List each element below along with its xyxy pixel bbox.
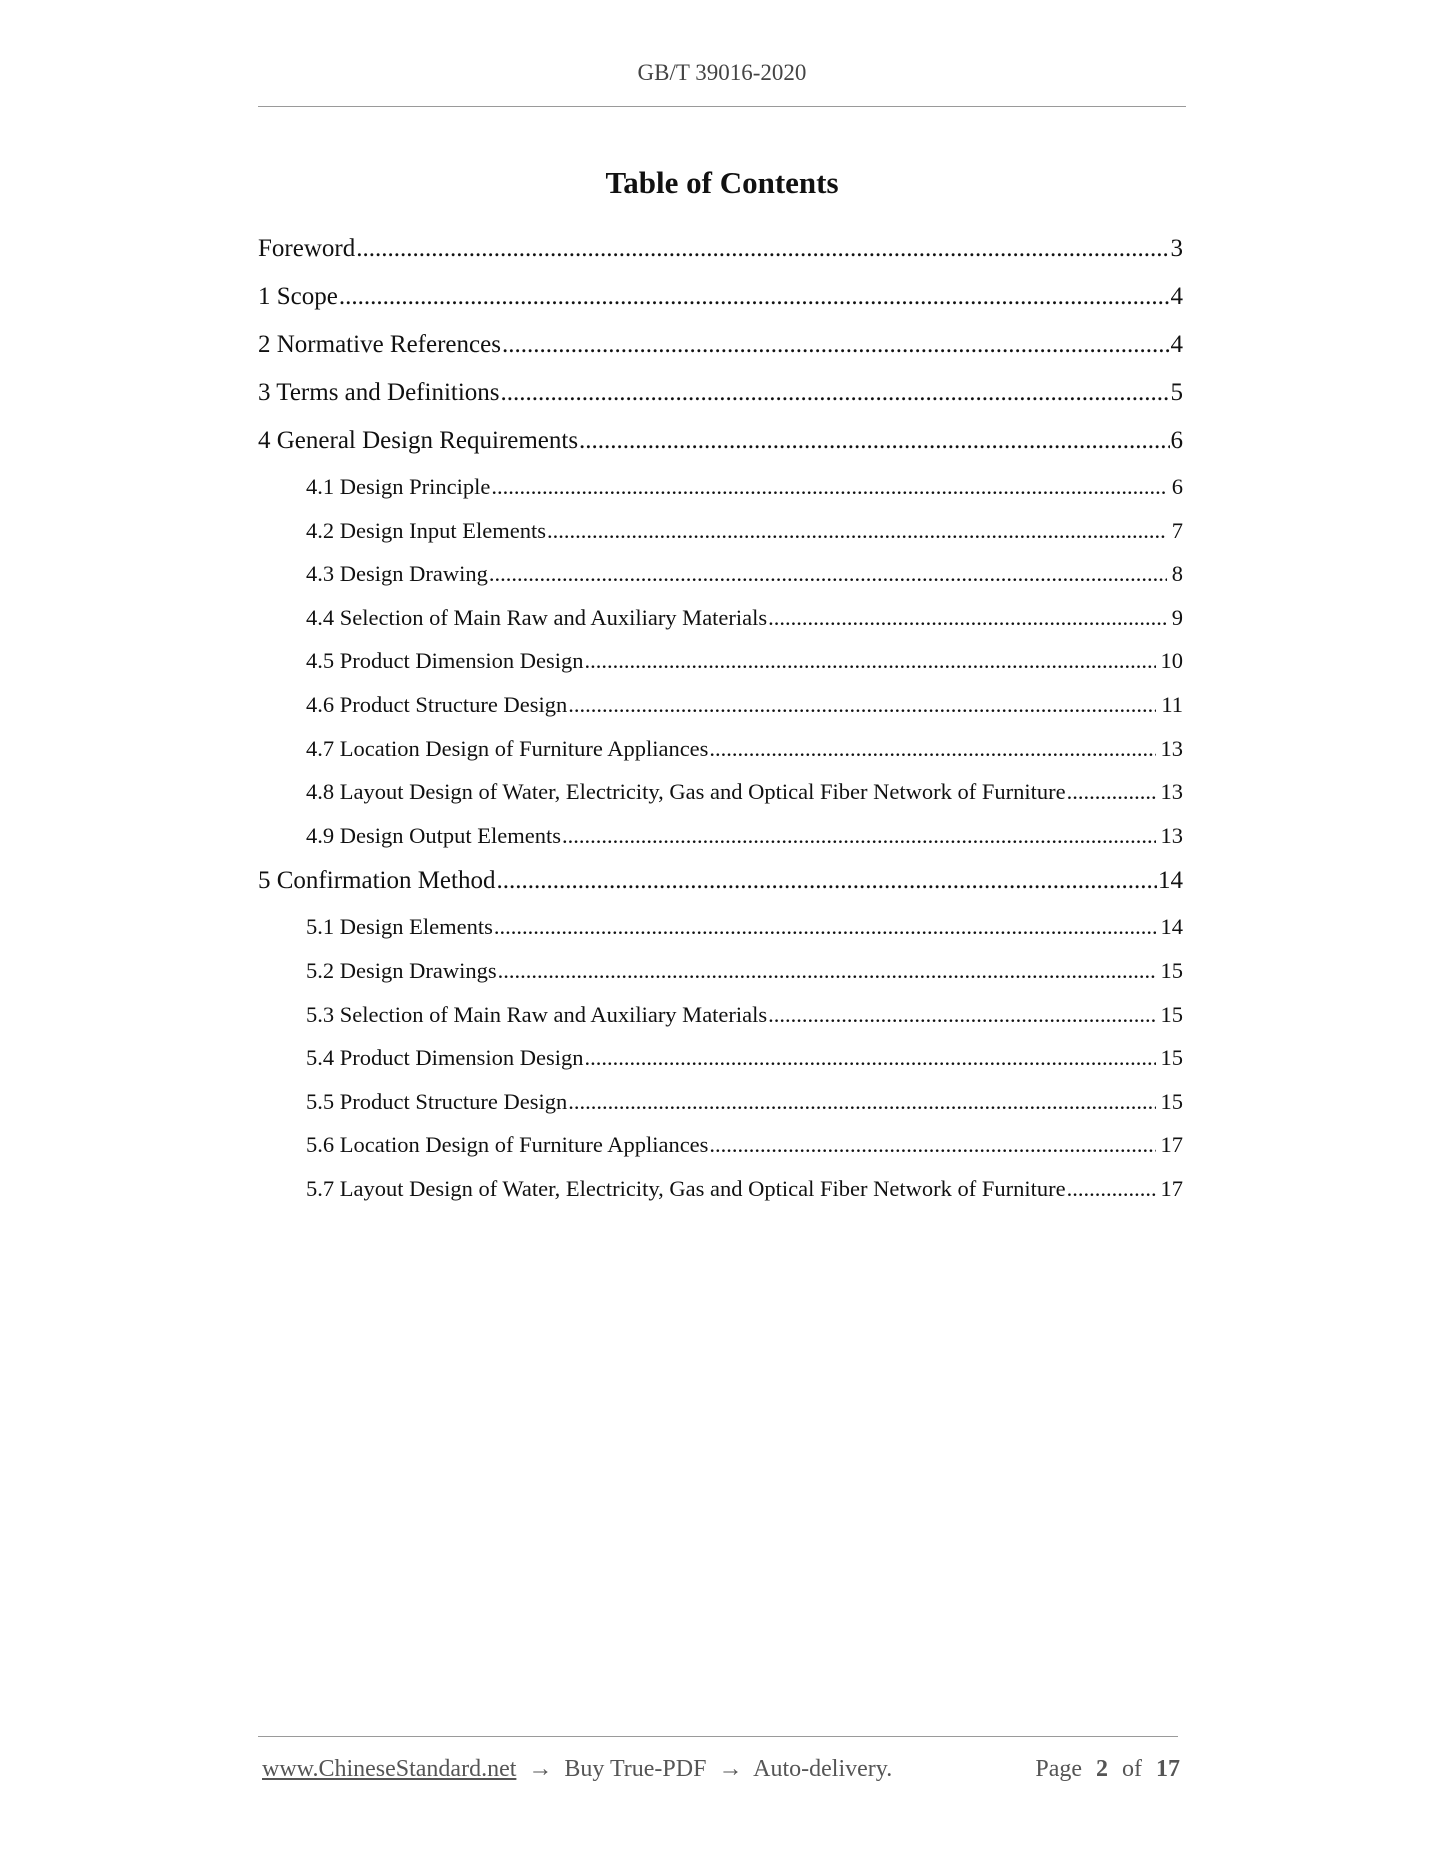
toc-entry-label: 4.1 Design Principle (306, 474, 491, 499)
toc-dot-leader (768, 993, 1155, 1037)
header-divider (258, 106, 1186, 107)
toc-entry-label: 5.4 Product Dimension Design (306, 1045, 584, 1071)
toc-entry-label: 5.5 Product Structure Design (306, 1088, 568, 1114)
toc-entry[interactable] (258, 1080, 1183, 1124)
chinesestandard-link[interactable]: www.ChineseStandard.net (262, 1756, 517, 1782)
toc-entry-label: 3 Terms and Definitions (258, 379, 500, 406)
auto-delivery-text: Auto-delivery. (753, 1756, 893, 1782)
toc-entry[interactable] (258, 321, 1183, 369)
toc-dot-leader (579, 417, 1169, 465)
toc-entry-label: 4.6 Product Structure Design (306, 691, 568, 717)
toc-entry[interactable] (258, 814, 1183, 858)
toc-entry-page-number: 15 (1160, 1001, 1183, 1027)
toc-entry[interactable] (258, 1123, 1183, 1167)
toc-dot-leader (709, 1123, 1155, 1167)
toc-entry-label: 5.2 Design Drawings (306, 957, 497, 983)
toc-entry-page-number: 8 (1171, 561, 1183, 587)
toc-dot-leader (339, 273, 1170, 321)
toc-entry[interactable] (258, 949, 1183, 993)
document-code: GB/T 39016-2020 (637, 60, 807, 85)
current-page-number: 2 (1096, 1756, 1108, 1782)
toc-entry[interactable] (258, 1167, 1183, 1211)
buy-true-pdf-text: Buy True-PDF (564, 1756, 707, 1782)
footer-promo (262, 1756, 892, 1783)
toc-entry-page-number: 9 (1171, 604, 1183, 630)
page-indicator (1035, 1756, 1180, 1783)
toc-entry-label: 1 Scope (258, 283, 338, 310)
toc-entry[interactable] (258, 552, 1183, 596)
toc-entry-label: 5.3 Selection of Main Raw and Auxiliary Materials (306, 1001, 768, 1027)
arrow-right-icon: → (528, 1756, 553, 1782)
toc-entry-label: 5.7 Layout Design of Water, Electricity, Gas and Optical Fiber Network of Furniture (306, 1175, 1066, 1201)
toc-dot-leader (568, 683, 1156, 727)
toc-entry-page-number: 11 (1161, 691, 1183, 717)
toc-entry-label: 4.7 Location Design of Furniture Appliances (306, 735, 709, 761)
toc-dot-leader (1067, 770, 1156, 814)
total-page-count: 17 (1156, 1756, 1180, 1782)
toc-entry-page-number: 7 (1171, 517, 1183, 543)
toc-entry[interactable] (258, 509, 1183, 553)
toc-entry[interactable] (258, 369, 1183, 417)
toc-entry[interactable] (258, 993, 1183, 1037)
toc-entry-page-number: 15 (1160, 1088, 1183, 1114)
toc-dot-leader (584, 639, 1155, 683)
toc-entry-page-number: 15 (1160, 1045, 1183, 1071)
toc-entry-label: 4.3 Design Drawing (306, 561, 488, 587)
toc-entry[interactable] (258, 1036, 1183, 1080)
toc-dot-leader (501, 369, 1170, 417)
toc-dot-leader (547, 509, 1167, 553)
toc-dot-leader (768, 596, 1167, 640)
toc-dot-leader (496, 857, 1157, 905)
toc-entry[interactable] (258, 683, 1183, 727)
toc-entry-label: 4.8 Layout Design of Water, Electricity, Gas and Optical Fiber Network of Furniture (306, 779, 1066, 805)
toc-entry-label: 4.5 Product Dimension Design (306, 648, 584, 674)
toc-entry[interactable] (258, 639, 1183, 683)
toc-entry-label: 2 Normative References (258, 331, 501, 358)
toc-dot-leader (568, 1080, 1155, 1124)
arrow-right-icon: → (718, 1756, 743, 1782)
toc-dot-leader (502, 321, 1170, 369)
toc-entry-page-number: 6 (1170, 427, 1183, 454)
toc-entry-page-number: 14 (1160, 914, 1183, 940)
toc-entry-page-number: 13 (1160, 779, 1183, 805)
toc-entry-label: Foreword (258, 235, 356, 262)
toc-entry-page-number: 14 (1158, 867, 1183, 895)
toc-entry-label: 5.1 Design Elements (306, 914, 493, 940)
toc-dot-leader (709, 727, 1155, 771)
toc-entry-label: 5.6 Location Design of Furniture Appliances (306, 1132, 709, 1158)
toc-entry[interactable] (258, 225, 1183, 273)
toc-entry[interactable] (258, 905, 1183, 949)
toc-entry[interactable] (258, 857, 1183, 905)
table-of-contents (258, 225, 1183, 1211)
toc-entry-page-number: 3 (1170, 235, 1183, 262)
page-label: Page (1035, 1756, 1082, 1782)
toc-entry[interactable] (258, 465, 1183, 509)
toc-entry-page-number: 10 (1160, 648, 1183, 674)
toc-entry[interactable] (258, 727, 1183, 771)
toc-entry-label: 4.2 Design Input Elements (306, 517, 546, 543)
toc-entry-page-number: 17 (1160, 1175, 1183, 1201)
toc-entry-page-number: 15 (1160, 957, 1183, 983)
of-label: of (1122, 1756, 1142, 1782)
toc-entry-page-number: 17 (1160, 1132, 1183, 1158)
toc-entry[interactable] (258, 596, 1183, 640)
toc-dot-leader (494, 905, 1156, 949)
toc-dot-leader (356, 225, 1169, 273)
toc-dot-leader (491, 465, 1166, 509)
toc-dot-leader (584, 1036, 1155, 1080)
toc-dot-leader (1067, 1167, 1156, 1211)
toc-entry-label: 5 Confirmation Method (258, 867, 496, 895)
toc-entry-page-number: 5 (1170, 379, 1183, 406)
toc-title: Table of Contents (605, 165, 839, 200)
toc-entry-label: 4 General Design Requirements (258, 427, 579, 454)
toc-entry[interactable] (258, 417, 1183, 465)
toc-entry-label: 4.4 Selection of Main Raw and Auxiliary Materials (306, 604, 768, 630)
toc-entry[interactable] (258, 770, 1183, 814)
toc-dot-leader (498, 949, 1156, 993)
toc-entry-page-number: 13 (1160, 735, 1183, 761)
footer-divider (258, 1736, 1178, 1737)
toc-entry-page-number: 4 (1170, 331, 1183, 358)
toc-dot-leader (489, 552, 1167, 596)
toc-entry-label: 4.9 Design Output Elements (306, 822, 561, 848)
toc-entry-page-number: 4 (1170, 283, 1183, 310)
toc-dot-leader (562, 814, 1156, 858)
toc-entry-page-number: 6 (1171, 474, 1183, 499)
toc-entry-page-number: 13 (1160, 822, 1183, 848)
toc-entry[interactable] (258, 273, 1183, 321)
